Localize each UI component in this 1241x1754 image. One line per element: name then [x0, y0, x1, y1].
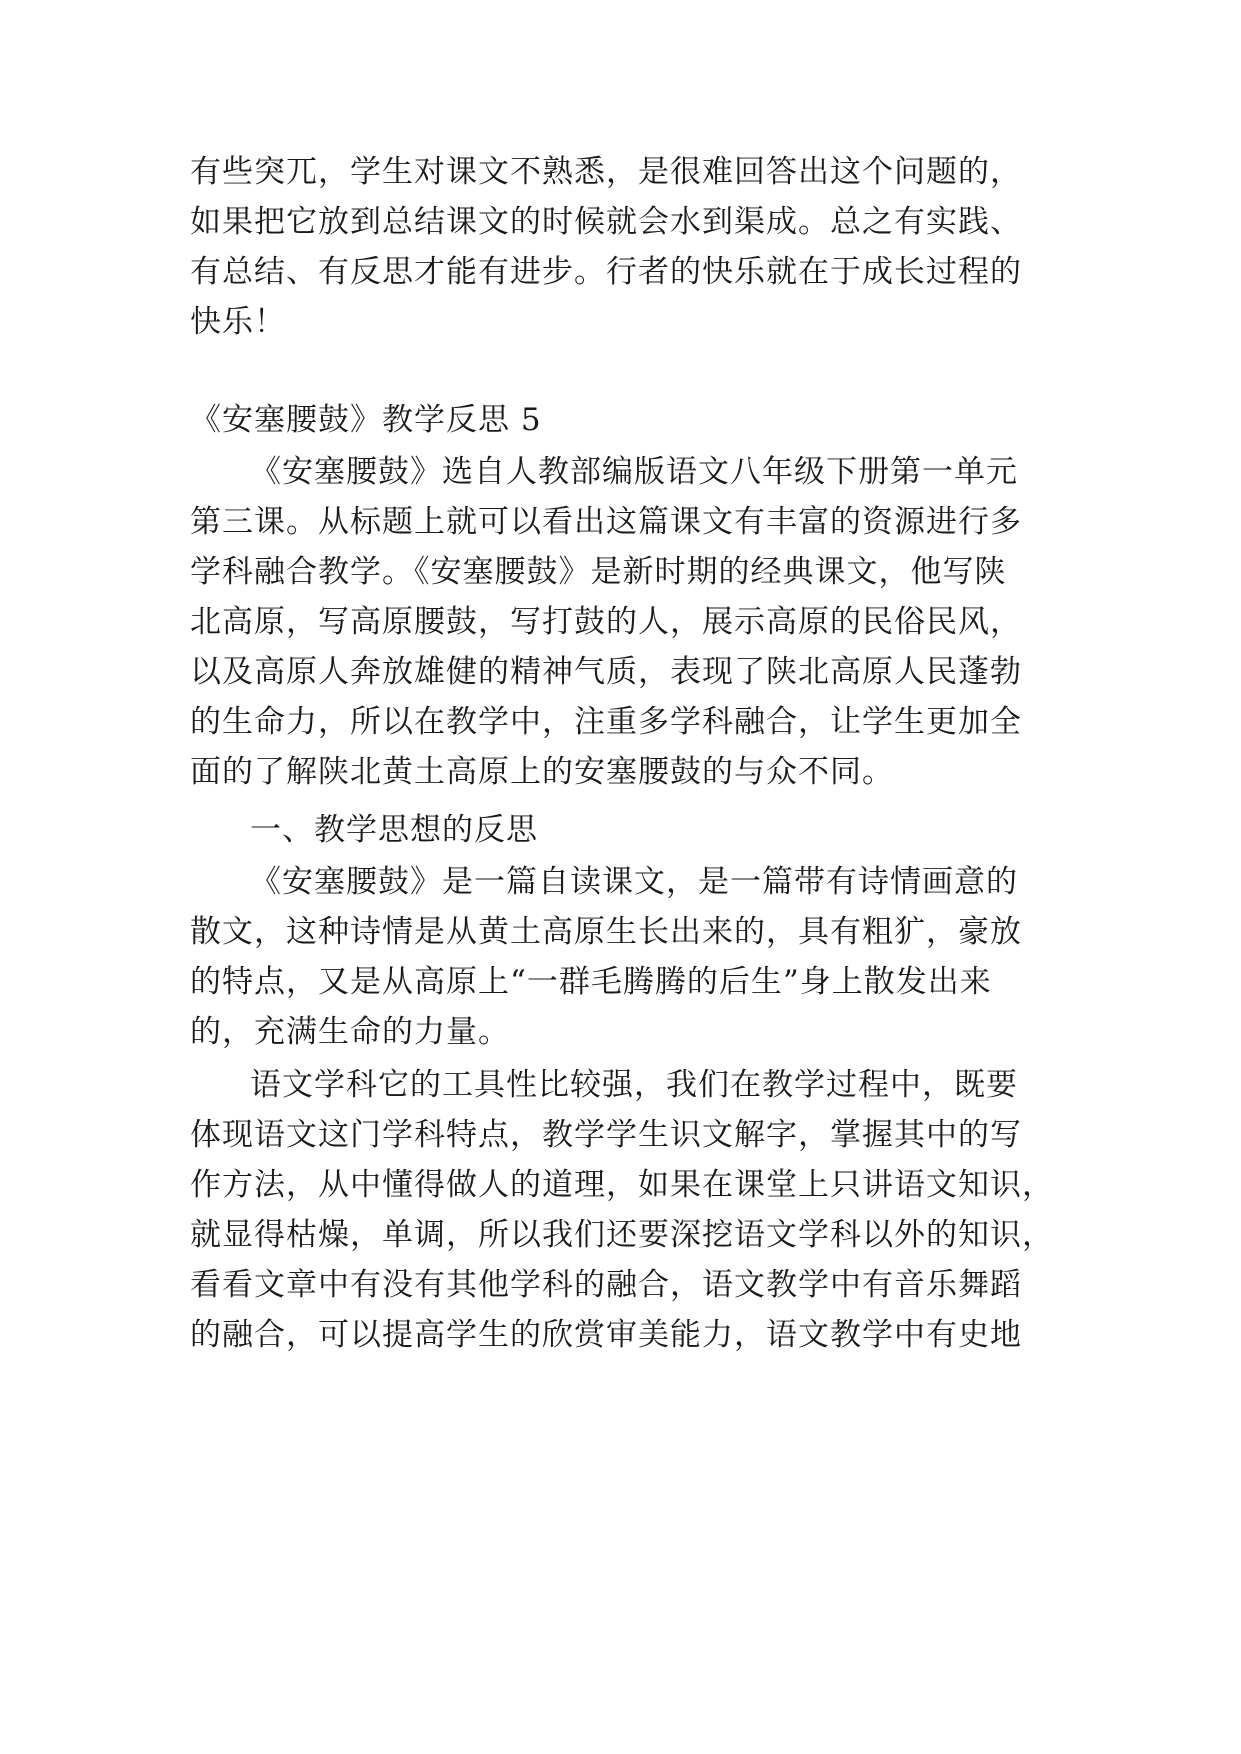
paragraph-line: 第三课。从标题上就可以看出这篇课文有丰富的资源进行多 — [190, 504, 1022, 540]
paragraph-line: 散文，这种诗情是从黄土高原生长出来的，具有粗犷，豪放 — [190, 914, 1022, 950]
paragraph-line: 有些突兀，学生对课文不熟悉，是很难回答出这个问题的， — [190, 154, 1022, 190]
paragraph-line: 《安塞腰鼓》选自人教部编版语文八年级下册第一单元 — [250, 454, 1018, 490]
paragraph-line: 的融合，可以提高学生的欣赏审美能力，语文教学中有史地 — [190, 1317, 1022, 1353]
paragraph-line: 如果把它放到总结课文的时候就会水到渠成。总之有实践、 — [190, 204, 1022, 240]
paragraph-line: 作方法，从中懂得做人的道理，如果在课堂上只讲语文知识， — [190, 1167, 1054, 1203]
paragraph-line: 就显得枯燥，单调，所以我们还要深挖语文学科以外的知识， — [190, 1217, 1054, 1253]
paragraph-line: 有总结、有反思才能有进步。行者的快乐就在于成长过程的 — [190, 254, 1022, 290]
paragraph-line: 的生命力，所以在教学中，注重多学科融合，让学生更加全 — [190, 704, 1022, 740]
paragraph-line: 语文学科它的工具性比较强，我们在教学过程中，既要 — [250, 1067, 1018, 1103]
paragraph-line: 快乐！ — [190, 304, 286, 340]
paragraph-line: 以及高原人奔放雄健的精神气质，表现了陕北高原人民蓬勃 — [190, 654, 1022, 690]
paragraph-line: 的特点，又是从高原上“一群毛腾腾的后生”身上散发出来 — [190, 964, 992, 1000]
section-title: 《安塞腰鼓》教学反思 5 — [190, 402, 542, 438]
subsection-heading: 一、教学思想的反思 — [250, 812, 538, 848]
paragraph-line: 《安塞腰鼓》是一篇自读课文，是一篇带有诗情画意的 — [250, 864, 1018, 900]
paragraph-line: 的，充满生命的力量。 — [190, 1014, 510, 1050]
paragraph-line: 学科融合教学。《安塞腰鼓》是新时期的经典课文，他写陕 — [190, 554, 1007, 590]
paragraph-line: 北高原，写高原腰鼓，写打鼓的人，展示高原的民俗民风， — [190, 604, 1022, 640]
paragraph-line: 体现语文这门学科特点，教学学生识文解字，掌握其中的写 — [190, 1117, 1022, 1153]
paragraph-line: 看看文章中有没有其他学科的融合，语文教学中有音乐舞蹈 — [190, 1267, 1022, 1303]
paragraph-line: 面的了解陕北黄土高原上的安塞腰鼓的与众不同。 — [190, 754, 894, 790]
